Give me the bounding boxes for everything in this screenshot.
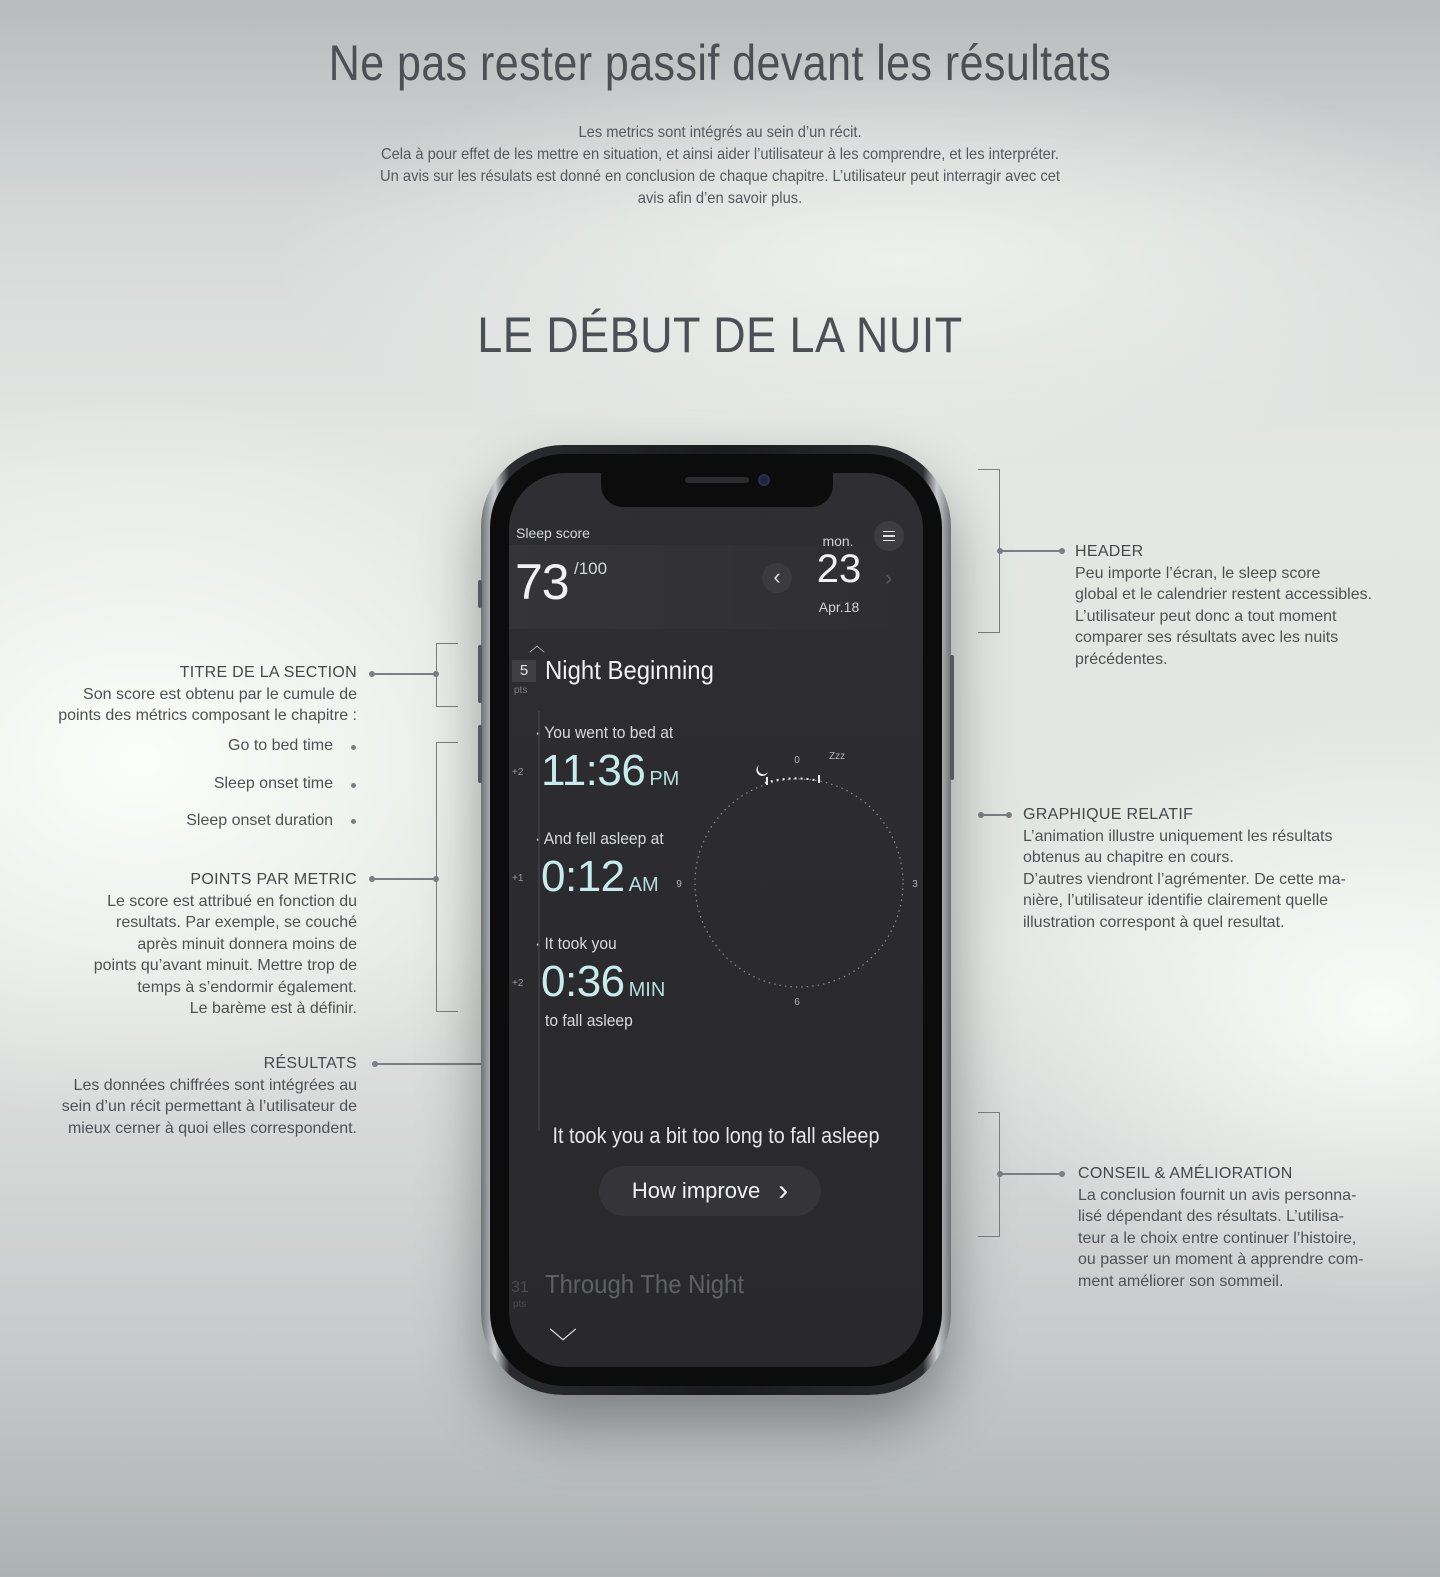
bracket-metrics — [436, 742, 458, 1012]
page-title: Ne pas rester passif devant les résultats — [328, 35, 1112, 91]
clock-label-0: 0 — [794, 755, 800, 766]
bullet-dot — [351, 819, 356, 824]
annotation-heading: GRAPHIQUE RELATIF — [1023, 806, 1194, 823]
connector-line — [372, 878, 436, 880]
section-name: Night Beginning — [545, 655, 714, 685]
chevron-right-icon: › — [778, 1174, 789, 1207]
metric-label — [535, 829, 664, 849]
bullet: · — [535, 829, 544, 848]
bullet: · — [535, 723, 545, 742]
app-screen — [509, 473, 923, 1367]
date-day-number[interactable]: 23 — [816, 547, 862, 591]
metric-result — [541, 746, 679, 796]
annotation-line: nière, l’utilisateur identifie clairement quelle — [1023, 892, 1329, 909]
annotation-line: mieux cerner à quoi elles correspondent. — [67, 1119, 357, 1137]
metric-points: +1 — [512, 873, 524, 884]
metric-item-onset-duration: Sleep onset duration — [186, 812, 333, 829]
metric-value: 11:36 — [541, 746, 646, 795]
clock-label-6: 6 — [794, 997, 800, 1008]
metric-label-text: It took you — [544, 934, 617, 953]
annotation-line: Le barème est à définir. — [189, 1000, 357, 1017]
metric-result — [541, 852, 659, 902]
section-score-badge: 5 — [512, 660, 536, 682]
menu-button[interactable] — [874, 521, 904, 551]
sleep-score-max: /100 — [574, 559, 608, 578]
clock-label-3: 3 — [912, 879, 918, 890]
expand-next-button[interactable] — [549, 1321, 577, 1361]
bullet-dot — [351, 783, 356, 788]
clock-dial — [695, 779, 903, 987]
connector-line — [981, 814, 1009, 816]
timeline-rule — [538, 711, 540, 1131]
section-title: LE DÉBUT DE LA NUIT — [477, 307, 963, 363]
moon-icon — [756, 765, 768, 776]
advice-text: It took you a bit too long to fall asleep — [552, 1123, 880, 1148]
volume-button — [478, 645, 482, 703]
metric-label-text: And fell asleep at — [543, 829, 664, 848]
annotation-heading: TITRE DE LA SECTION — [179, 664, 357, 681]
annotation-heading: POINTS PAR METRIC — [190, 871, 357, 888]
zzz-icon: Zzz — [829, 751, 846, 762]
annotation-line: D’autres viendront l’agrémenter. De cette ma- — [1023, 870, 1346, 888]
connector-dot — [1006, 812, 1012, 818]
intro-text — [370, 122, 1069, 210]
annotation-titre-section — [40, 662, 357, 727]
chevron-right-icon: › — [885, 565, 893, 590]
connector-line — [372, 673, 436, 675]
annotation-resultats — [40, 1053, 357, 1139]
annotation-line: sein d’un récit permettant à l’utilisateur de — [61, 1098, 357, 1115]
metric-unit: AM — [628, 874, 659, 896]
sleep-clock-graphic — [676, 751, 918, 1008]
annotation-line: teur a le choix entre continuer l’histoire, — [1078, 1229, 1357, 1247]
connector-line — [1000, 1173, 1062, 1175]
bracket-section — [436, 643, 458, 707]
annotation-heading: CONSEIL & AMÉLIORATION — [1078, 1165, 1293, 1182]
phone-mockup — [481, 445, 951, 1395]
metric-value: 0:36 — [541, 957, 625, 1006]
chevron-up-icon: ︿ — [529, 638, 546, 655]
annotation-line: illustration correspont à quel resultat. — [1023, 913, 1285, 931]
chevron-left-icon: ‹ — [773, 564, 781, 589]
annotation-header — [1075, 541, 1405, 670]
camera-icon — [758, 474, 770, 486]
annotation-points-par-metric — [40, 869, 357, 1020]
phone-speaker — [685, 477, 749, 483]
power-button — [950, 655, 954, 780]
annotation-conseil — [1078, 1163, 1418, 1292]
section-pts-label: pts — [514, 685, 528, 696]
annotation-line: points qu’avant minuit. Mettre trop de — [93, 957, 357, 974]
date-day-name: mon. — [822, 533, 854, 549]
next-section-pts: pts — [513, 1299, 527, 1310]
annotation-line: temps à s’endormir également. — [137, 978, 357, 996]
metric-unit: PM — [649, 768, 680, 790]
annotation-line: obtenus au chapitre en cours. — [1023, 849, 1234, 866]
annotation-graphique — [1023, 804, 1393, 933]
metric-result — [541, 957, 665, 1007]
annotation-line: ou passer un moment à apprendre com- — [1078, 1251, 1364, 1268]
connector-line — [1000, 550, 1062, 552]
annotation-line: comparer ses résultats avec les nuits — [1075, 629, 1339, 646]
date-month: Apr.18 — [818, 599, 860, 615]
annotation-line: L’animation illustre uniquement les résultats — [1023, 827, 1333, 845]
metric-value: 0:12 — [541, 852, 625, 901]
annotation-line: après minuit donnera moins de — [137, 935, 357, 953]
chevron-down-icon: ﹀ — [549, 1327, 578, 1358]
sleep-score-label: Sleep score — [516, 525, 590, 541]
volume-button — [478, 725, 482, 783]
previous-day-button[interactable] — [762, 563, 792, 593]
metric-label-text: You went to bed at — [544, 723, 674, 742]
annotation-line: Son score est obtenu par le cumule de — [83, 685, 357, 703]
metric-points: +2 — [512, 978, 524, 989]
annotation-line: points des métrics composant le chapitre : — [58, 707, 357, 724]
metric-item-onset-time: Sleep onset time — [213, 775, 333, 792]
intro-line: avis afin d’en savoir plus. — [637, 190, 803, 207]
metric-points: +2 — [512, 767, 524, 778]
how-improve-label: How improve — [631, 1178, 761, 1203]
intro-line: Un avis sur les résulats est donné en conclusion de chaque chapitre. L’utilisateur peut interragir avec cet — [380, 168, 1060, 185]
sleep-score-value: 73 — [515, 554, 569, 610]
connector-dot — [1059, 1171, 1065, 1177]
volume-button — [478, 580, 482, 608]
bullet: · — [535, 934, 545, 953]
collapse-section-button[interactable] — [529, 633, 545, 656]
annotation-line: resultats. Par exemple, se couché — [115, 914, 357, 931]
annotation-line: L’utilisateur peut donc a tout moment — [1075, 607, 1337, 625]
next-day-button[interactable] — [885, 565, 892, 591]
how-improve-button[interactable] — [599, 1166, 821, 1216]
metric-item-bed-time: Go to bed time — [228, 737, 333, 754]
annotation-line: Les données chiffrées sont intégrées au — [73, 1076, 357, 1094]
annotation-line: lisé dépendant des résultats. L’utilisa- — [1078, 1208, 1344, 1225]
metric-suffix: to fall asleep — [545, 1011, 633, 1030]
next-section-name[interactable]: Through The Night — [545, 1269, 745, 1299]
annotation-line: ment améliorer son sommeil. — [1078, 1272, 1284, 1290]
annotation-line: La conclusion fournit un avis personna- — [1078, 1186, 1357, 1204]
hamburger-icon-bar — [883, 535, 895, 537]
annotation-heading: HEADER — [1075, 543, 1144, 560]
hamburger-icon — [883, 531, 895, 533]
next-section-score: 31 — [511, 1279, 529, 1296]
metric-label — [535, 934, 617, 954]
annotation-line: Le score est attribué en fonction du — [107, 892, 357, 910]
intro-line: Les metrics sont intégrés au sein d’un récit. — [578, 124, 862, 141]
annotation-line: précédentes. — [1075, 650, 1168, 668]
annotation-line: Peu importe l’écran, le sleep score — [1075, 564, 1321, 582]
connector-dot — [1059, 548, 1065, 554]
annotation-line: global et le calendrier restent accessibles. — [1075, 586, 1373, 603]
intro-line: Cela à pour effet de les mettre en situation, et ainsi aider l’utilisateur à les comprendre, et les interpréter. — [380, 146, 1060, 163]
clock-label-9: 9 — [676, 879, 682, 890]
bullet-dot — [351, 745, 356, 750]
metric-unit: MIN — [628, 979, 666, 1001]
annotation-heading: RÉSULTATS — [263, 1055, 357, 1072]
hamburger-icon-bar — [883, 540, 895, 542]
metric-label — [535, 723, 673, 743]
